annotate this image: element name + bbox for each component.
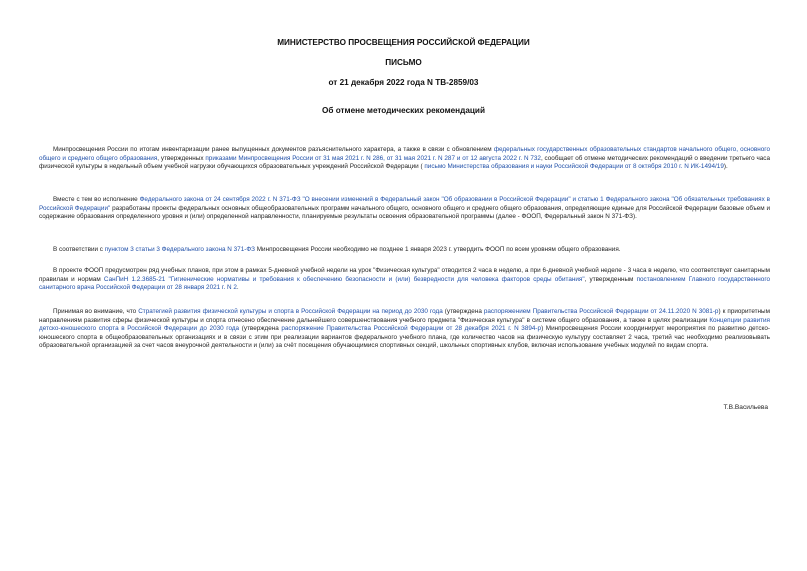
text: ) Минпросвещения России координирует мероприятия по развитию детско-юношеского спорта в общеобразовательных организациях и в связи с этим при реализации вариантов федерального учебного плана, где количество часов на физическую культуру составляет 2 часа, третий час необходимо реализовывать образовательной организацией за счет часов внеурочной деятельности и (или) за счёт посещения обучающимися спортивных секций, школьных спортивных клубов, включая использование учебных модулей по видам спорта. [39, 325, 770, 350]
document-date-number: от 21 декабря 2022 года N ТВ-2859/03 [328, 78, 479, 87]
link-strategy[interactable]: Стратегией развития физической культуры и спорта в Российской Федерации на период до 2030 года [138, 308, 443, 315]
text: , утвержденным [584, 275, 637, 283]
paragraph-1 [39, 146, 770, 172]
signature: Т.В.Васильева [723, 404, 768, 411]
paragraph-2 [39, 196, 770, 222]
paragraph-5 [39, 308, 770, 351]
link-order-3894[interactable]: распоряжение Правительства Российской Федерации от 28 декабря 2021 г. N 3894-р [281, 325, 542, 333]
document-type: ПИСЬМО [385, 58, 422, 67]
text: ). [723, 163, 728, 171]
paragraph-3 [39, 246, 770, 255]
text: (утверждена [239, 325, 282, 333]
text: , сообщает об отмене методических рекомендаций о введении третьего часа физической культуры в недельный объем учебной нагрузки обучающихся образовательных учреждений Российской Федерации ( [39, 154, 770, 171]
text: Минпросвещения России необходимо не позднее 1 января 2023 г. утвердить ФООП по всем уровням общего образования. [255, 246, 621, 253]
ministry-heading: МИНИСТЕРСТВО ПРОСВЕЩЕНИЯ РОССИЙСКОЙ ФЕДЕРАЦИИ [277, 38, 530, 47]
text: Минпросвещения России по итогам инвентаризации ранее выпущенных документов разъяснительного характера, а также в связи с обновлением [53, 146, 494, 153]
link-letter-2010[interactable]: письмо Министерства образования и науки Российской Федерации от 8 октября 2010 г. N ИК-1494/19 [424, 163, 724, 171]
text: ) к приоритетным направлениям развития сферы физической культуры и спорта отнесено обеспечение дальнейшего совершенствования учебного предмета "Физическая культура" в системе общего образования, а также в целях реализации [39, 308, 770, 324]
link-article-3[interactable]: пунктом 3 статьи 3 Федерального закона N 371-ФЗ [104, 246, 255, 253]
link-fgos[interactable]: федеральных государственных образовательных стандартов начального общего, основного общего и среднего общего образования [39, 146, 771, 162]
link-law-371[interactable]: Федерального закона от 24 сентября 2022 г. N 371-ФЗ "О внесении изменений в Федеральный закон "Об образовании в Российской Федерации" и статью 1 Федерального закона "Об обязательных требованиях в Российской Федерации" [39, 196, 770, 212]
link-orders[interactable]: приказами Минпросвещения России от 31 мая 2021 г. N 286, от 31 мая 2021 г. N 287 и от 12 августа 2022 г. N 732 [205, 154, 541, 162]
paragraph-4 [39, 267, 770, 293]
text: Принимая во внимание, что [53, 308, 139, 315]
text: (утверждена [442, 308, 484, 315]
text: В соответствии с [53, 246, 105, 253]
link-sanpin[interactable]: СанПиН 1.2.3685-21 "Гигиенические нормативы и требования к обеспечению безопасности и (или) безвредности для человека факторов среды обитания" [103, 275, 585, 283]
text: разработаны проекты федеральных основных общеобразовательных программ начального общего, основного общего и среднего общего образования, определяющие единые для Российской Федерации базовые объем и содержание образования определенного уровня и (или) определенной направленности, планируемые результаты освоения образовательной программы (далее - ФООП, Федеральный закон N 371-ФЗ). [39, 204, 770, 221]
text: Вместе с тем во исполнение [53, 196, 140, 203]
document-subject: Об отмене методических рекомендаций [322, 106, 485, 115]
text: В проекте ФООП предусмотрен ряд учебных планов, при этом в рамках 5-дневной учебной недели на урок "Физическая культура" отводится 2 часа в неделю, а при 6-дневной учебной неделе - 3 часа в неделю, что соответствует санитарным правилам и нормам [39, 267, 770, 283]
link-concept[interactable]: Концепции развития детско-юношеского спорта в Российской Федерации до 2030 года [39, 316, 770, 333]
text: . [236, 284, 239, 292]
link-resolution[interactable]: постановлением Главного государственного санитарного врача Российской Федерации от 28 января 2021 г. N 2 [39, 275, 771, 292]
text: , утвержденных [157, 154, 206, 162]
link-order-3081[interactable]: распоряжением Правительства Российской Федерации от 24.11.2020 N 3081-р [483, 308, 719, 315]
